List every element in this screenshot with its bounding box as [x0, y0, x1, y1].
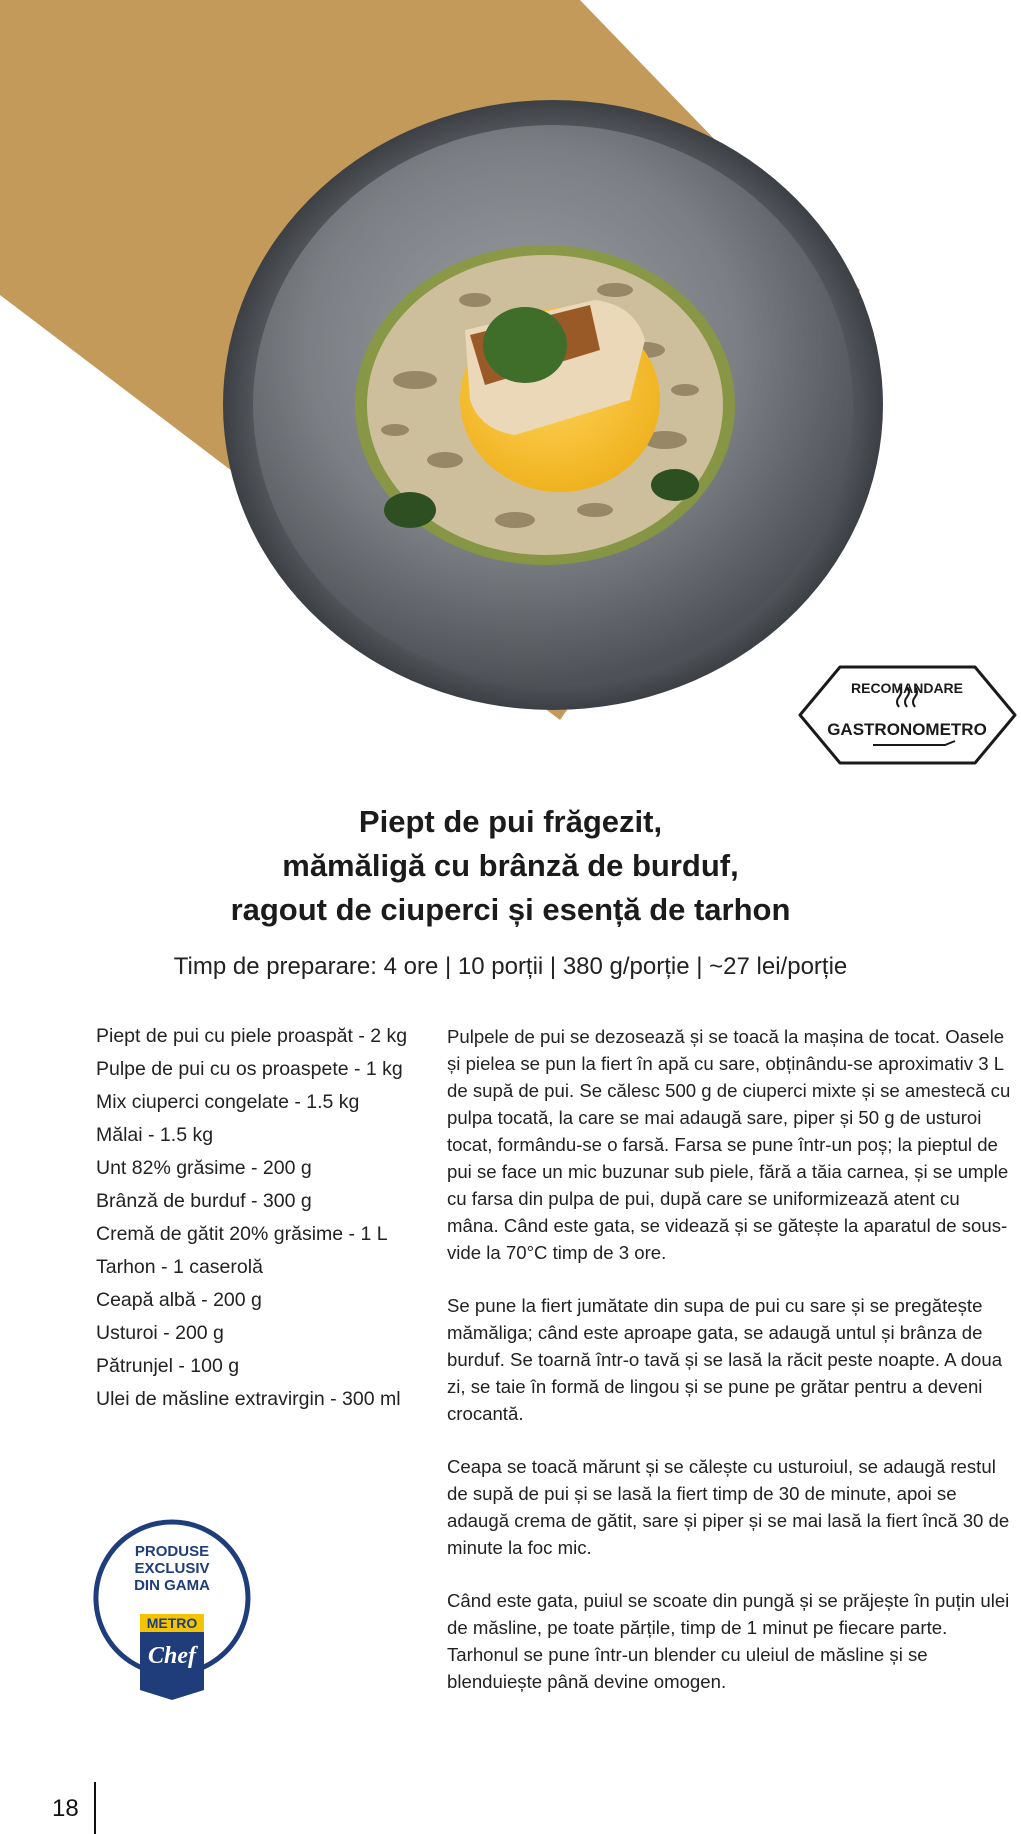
ingredient-item: Cremă de gătit 20% grăsime - 1 L	[96, 1223, 388, 1245]
ingredient-item: Pătrunjel - 100 g	[96, 1355, 240, 1377]
ingredient-item: Mix ciuperci congelate - 1.5 kg	[96, 1091, 360, 1113]
ingredient-item: Pulpe de pui cu os proaspete - 1 kg	[96, 1058, 403, 1080]
seal-line-1: PRODUSE	[134, 1543, 210, 1560]
preparation-steps	[447, 1023, 1012, 1721]
badge-top-text: RECOMANDARE	[851, 680, 963, 696]
recipe-title-line-1: Piept de pui frăgezit,	[358, 804, 663, 839]
dish-photo	[215, 100, 895, 720]
page-number-rule	[94, 1782, 96, 1834]
ingredient-item: Piept de pui cu piele proaspăt - 2 kg	[96, 1025, 408, 1047]
ingredient-item: Ulei de măsline extravirgin - 300 ml	[96, 1388, 401, 1410]
ingredient-item: Mălai - 1.5 kg	[96, 1124, 214, 1146]
herb-leaf-left	[384, 492, 436, 528]
ingredients-list	[96, 1023, 436, 1419]
ingredient-item: Unt 82% grăsime - 200 g	[96, 1157, 312, 1179]
step-paragraph: Se pune la fiert jumătate din supa de pui cu sare și se pregătește mămăliga; când este aproape gata, se adaugă untul și brânza de burduf. Se toarnă într-o tavă și se lasă la răcit peste noapte. A doua zi, se taie în formă de lingou și se pune pe grătar pentru a deveni crocantă.	[447, 1295, 1003, 1424]
seal-metro-logo: METRO	[146, 1615, 198, 1631]
step-paragraph: Ceapa se toacă mărunt și se călește cu usturoiul, se adaugă restul de supă de pui și se lasă la fiert timp de 30 de minute, apoi se adaugă crema de gătit, sare și piper și se mai lasă la fiert încă 30 de minute la foc mic.	[447, 1456, 1010, 1558]
step-paragraph: Când este gata, puiul se scoate din pungă și se prăjește în puțin ulei de măsline, pe toate părțile, timp de 1 minut pe fiecare parte. Tarhonul se pune într-un blender cu uleiul de măsline și se blenduiește până devine omogen.	[447, 1590, 1010, 1692]
seal-line-3: DIN GAMA	[134, 1577, 210, 1594]
ingredient-item: Brânză de burduf - 300 g	[96, 1190, 312, 1212]
seal-line-2: EXCLUSIV	[134, 1560, 210, 1577]
page-number: 18	[52, 1795, 79, 1822]
nasturtium-leaf	[483, 307, 567, 383]
herb-leaf-right	[651, 469, 699, 501]
recipe-title	[0, 800, 1021, 932]
recipe-meta: Timp de preparare: 4 ore | 10 porții | 380 g/porție | ~27 lei/porție	[173, 953, 848, 980]
ingredient-item: Usturoi - 200 g	[96, 1322, 224, 1344]
recipe-title-line-2: mămăligă cu brânză de burduf,	[282, 848, 739, 883]
gastronometro-badge	[795, 645, 1020, 780]
step-paragraph: Pulpele de pui se dezosează și se toacă la mașina de tocat. Oasele și pielea se pun la fiert în apă cu sare, obținându-se aproximativ 3 L de supă de pui. Se călesc 500 g de ciuperci mixte și se amestecă cu pulpa tocată, la care se mai adaugă sare, piper și 50 g de usturoi tocat, formându-se o farsă. Farsa se pune într-un poș; la pieptul de pui se face un mic buzunar sub piele, fără a tăia carnea, și se umple cu farsa din pulpa de pui, după care se uniformizează atent cu mâna. Când este gata, se videază și se gătește la aparatul de sous-vide la 70°C timp de 3 ore.	[447, 1026, 1011, 1263]
ingredient-item: Ceapă albă - 200 g	[96, 1289, 262, 1311]
seal-chef-logo: Chef	[148, 1643, 196, 1669]
ingredient-item: Tarhon - 1 caserolă	[96, 1256, 263, 1278]
metro-chef-exclusive-seal	[92, 1518, 252, 1700]
badge-brand: GASTRONOMETRO	[827, 720, 987, 739]
recipe-title-line-3: ragout de ciuperci și esență de tarhon	[230, 892, 791, 927]
